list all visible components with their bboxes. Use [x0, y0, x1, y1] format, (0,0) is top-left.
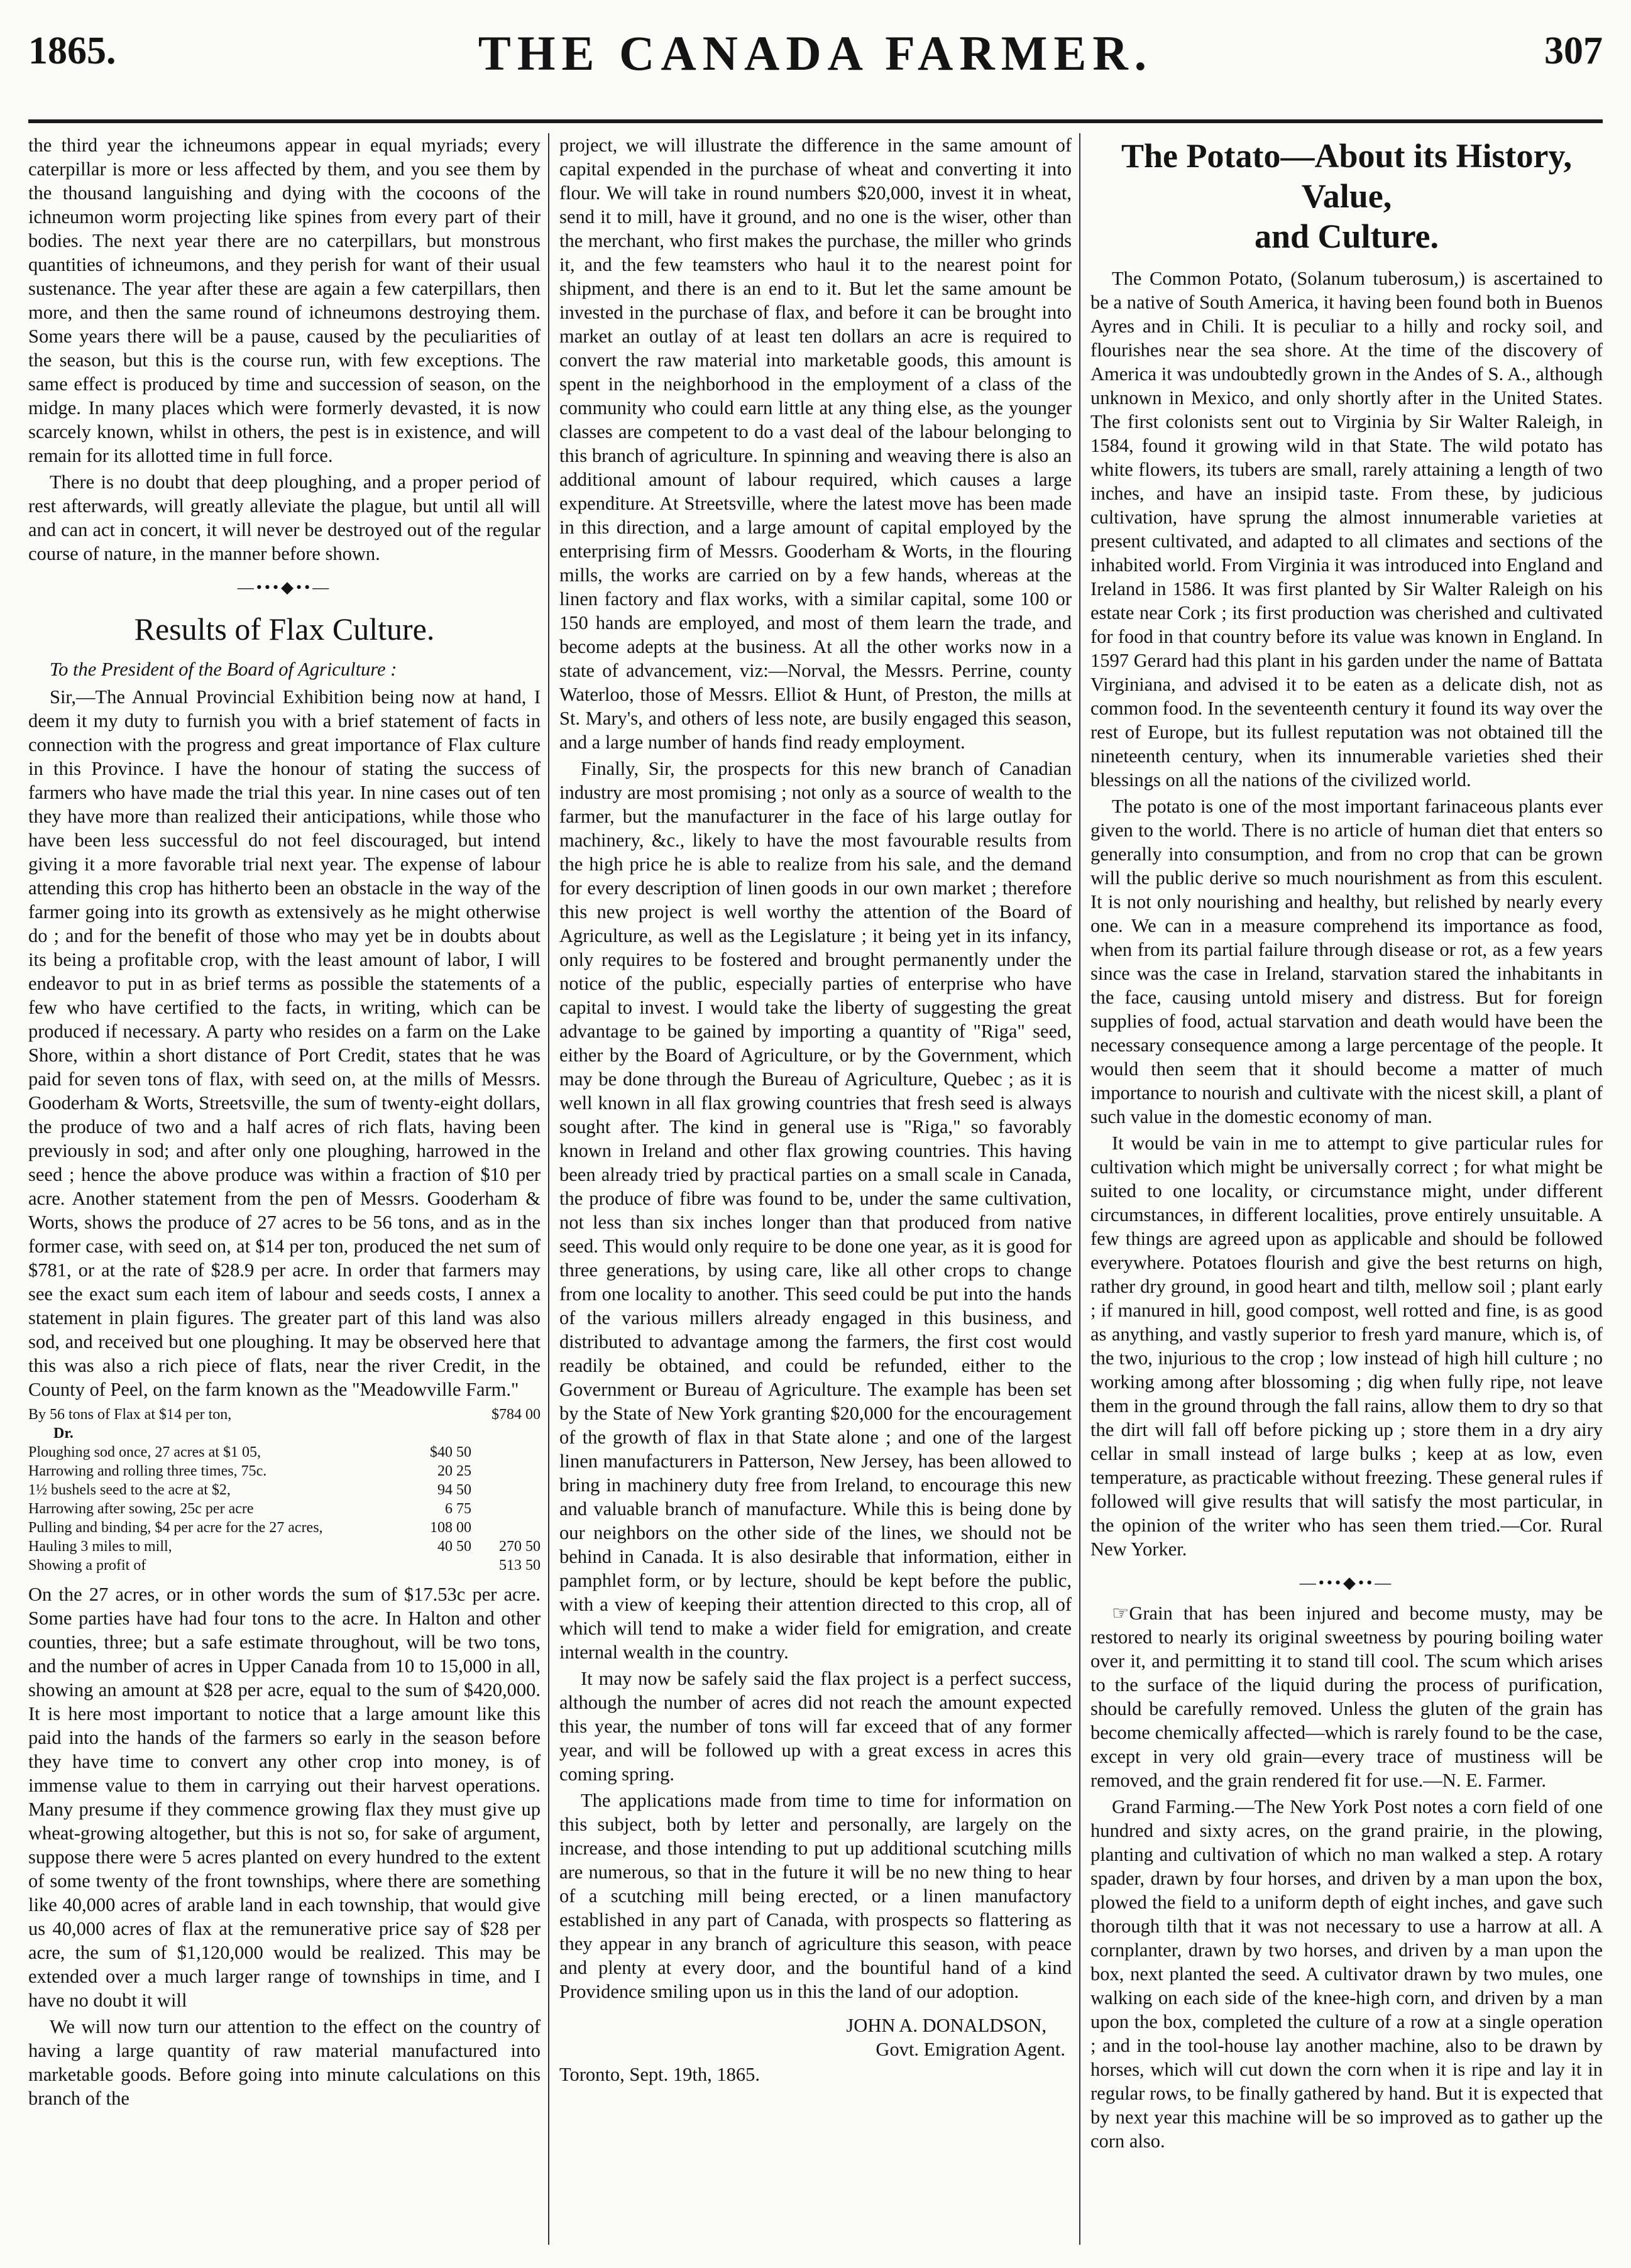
ledger-credit-desc: By 56 tons of Flax at $14 per ton,	[28, 1406, 232, 1423]
ledger-desc: Harrowing and rolling three times, 75c.	[28, 1463, 267, 1479]
ichneumon-paragraph: the third year the ichneumons appear in equal myriads; every caterpillar is more or less affected by them, and you see them by the thousand languishing and dying with the cocoons of the ichneumon worm projecting like spines from every part of their bodies. The next year there are no caterpillars, but monstrous quantities of ichneumons, and they perish for want of their usual sustenance. The year after these are again a few caterpillars, then more, and then the same round of ichneumons destroying them. Some years there will be a pause, caused by the peculiarities of the season, but this is the course run, with few exceptions. The same effect is produced by time and succession of season, on the midge. In many places which were formerly devasted, it is now scarcely known, whilst in others, the pest is in existence, and will remain for its allotted time in full force.	[28, 134, 541, 466]
ledger-row	[28, 1499, 541, 1518]
ledger-desc: Harrowing after sowing, 25c per acre	[28, 1501, 254, 1517]
ploughing-paragraph: There is no doubt that deep ploughing, and a proper period of rest afterwards, will greatly alleviate the plague, but until all will and can act in concert, it will never be destroyed out of the regular course of nature, in the manner before shown.	[28, 471, 541, 564]
ledger-row	[28, 1556, 541, 1575]
section-ornament: —•••◆••—	[1299, 1574, 1394, 1592]
column-3	[1090, 133, 1603, 2238]
ledger-total	[471, 1462, 541, 1481]
potato-culture-paragraph: It would be vain in me to attempt to give particular rules for cultivation which might be universally correct ; for what might be suited to one locality, or circumstance might, under different circumstances, in different localities, prove entirely unsuitable. A few things are agreed upon as applicable and should be followed everywhere. Potatoes flourish and give the best returns on high, rather dry ground, in good heart and tilth, mellow soil ; plant early ; if manured in hill, good compost, well rotted and fine, is as good as anything, and vastly superior to fresh yard manure, which is, of the two, injurious to the crop ; low instead of high hill culture ; no working among after blossoming ; dig when fully ripe, not leave them in the ground through the fall rains, allow them to dry so that the dirt will fall off before picking up ; store them in a dry airy cellar in small instead of large bulks ; keep at as low, even temperature, as practicable without freezing. These general rules if followed will give results that will satisfy the most particular, in the opinion of the writer who has seen them tried.—Cor. Rural New Yorker.	[1090, 1132, 1603, 1560]
issue-year: 1865.	[28, 30, 116, 72]
flax-success-paragraph: It may now be safely said the flax project is a perfect success, although the number of acres did not reach the amount expected this year, the number of tons will far exceed that of any former year, and will be followed up with a great excess in acres this coming spring.	[559, 1668, 1072, 1785]
ledger-amount	[415, 1556, 471, 1575]
flax-applications-paragraph: The applications made from time to time for information on this subject, both by letter and personally, are largely on the increase, and those intending to put up additional scutching mills are numerous, so that in the future it will be no new thing to hear of a scutching mill being erected, or a linen manufactory established in any part of Canada, with prospects so flattering as they appear in any branch of agriculture this season, with peace and plenty at every door, and the bountiful hand of a kind Providence smiling upon us in this the land of our adoption.	[559, 1790, 1072, 2002]
ledger-amount: $40 50	[430, 1444, 471, 1460]
letter-signature	[559, 2013, 1072, 2061]
flax-heading: Results of Flax Culture.	[134, 611, 435, 647]
ledger-debit-label: Dr.	[53, 1425, 74, 1442]
ledger-credit-row	[28, 1405, 541, 1424]
potato-history-paragraph: The Common Potato, (Solanum tuberosum,) is ascertained to be a native of South America, it having been found both in Buenos Ayres and in Chili. It is peculiar to a hilly and rocky soil, and flourishes near the sea shore. At the time of the discovery of America it was undoubtedly grown in the Andes of S. A., although unknown in Mexico, and only shortly after in the United States. The first colonists sent out to Virginia by Sir Walter Raleigh, in 1584, found it growing wild in that State. The wild potato has white flowers, its tubers are small, rarely attaining a length of two inches, and have an insipid taste. From these, by judicious cultivation, have sprung the almost innumerable varieties at present cultivated, and adapted to all climates and sections of the inhabited world. From Virginia it was introduced into England and Ireland in 1586. It was first planted by Sir Walter Raleigh on his estate near Cork ; its first production was cherished and cultivated for food in that country before its value was known in England. In 1597 Gerard had this plant in his garden under the name of Battata Virginiana, and advised it to be eaten as a delicate dish, not as common food. In the seventeenth century it found its way over the rest of Europe, but its fullest reputation was not obtained till the nineteenth century, when its innumerable varieties shed their blessings on all the nations of the civilized world.	[1090, 268, 1603, 791]
ledger-total: 270 50	[499, 1538, 541, 1555]
flax-ledger	[28, 1405, 541, 1575]
ledger-desc: Ploughing sod once, 27 acres at $1 05,	[28, 1444, 261, 1460]
column-1	[28, 133, 541, 2238]
ledger-amount: 94 50	[437, 1482, 471, 1498]
column-rule-1	[548, 133, 549, 2245]
masthead-rule	[28, 119, 1603, 123]
ledger-total	[471, 1518, 541, 1537]
potato-heading-line-2: and Culture.	[1254, 217, 1439, 255]
ledger-row	[28, 1443, 541, 1462]
letter-dateline: Toronto, Sept. 19th, 1865.	[559, 2064, 760, 2085]
flax-letter-paragraph: Sir,—The Annual Provincial Exhibition being now at hand, I deem it my duty to furnish you with a brief statement of facts in connection with the progress and great importance of Flax culture in this Province. I have the honour of stating the success of farmers who have made the trial this year. In nine cases out of ten they have more than realized their anticipations, while those who have been less successful do not feel discouraged, but intend giving it a more favorable trial next year. The expense of labour attending this crop has hitherto been an obstacle in the way of the farmer going into its growth as extensively as he might otherwise do ; and for the benefit of those who may yet be in doubts about its being a profitable crop, with the least amount of labor, I will endeavor to put in as brief terms as possible the statements of a few who have certified to the facts, in writing, which can be produced if necessary. A party who resides on a farm on the Lake Shore, within a short distance of Port Credit, states that he was paid for seven tons of flax, with seed on, at the mills of Messrs. Gooderham & Worts, Streetsville, the sum of twenty-eight dollars, the produce of two and a half acres of rich flats, having been previously in sod; and after only one ploughing, harrowed in the seed ; hence the above produce was within a fraction of $10 per acre. Another statement from the pen of Messrs. Gooderham & Worts, shows the produce of 27 acres to be 56 tons, and as in the former case, with seed on, at $14 per ton, produced the net sum of $781, or at the rate of $28.9 per acre. In order that farmers may see the exact sum each item of labour and seeds costs, I annex a statement in plain figures. The greater part of this land was also sod, and received but one ploughing. It may be observed here that this was also a rich piece of flats, near the river Credit, in the County of Peel, on the farm known as the "Meadowville Farm."	[28, 686, 541, 1400]
grand-farming-paragraph: Grand Farming.—The New York Post notes a corn field of one hundred and sixty acres, on the grand prairie, in the plowing, planting and cultivation of which no man walked a step. A rotary spader, drawn by four horses, and driven by a man upon the box, plowed the field to a uniform depth of eight inches, and gave such thorough tilth that it was not necessary to use a harrow at all. A cornplanter, drawn by two horses, and driven by a man upon the box, next planted the seed. A cultivator drawn by two mules, one walking on each side of the knee-high corn, and driven by a man upon the box, completed the culture of a row at a single operation ; and in the tool-house lay another machine, also to be drawn by horses, which will cut down the corn when it is ripe and lay it in regular rows, to be finally gathered by hand. But it is expected that by next year this machine will be so improved as to gather up the corn also.	[1090, 1796, 1603, 2152]
potato-importance-paragraph: The potato is one of the most important farinaceous plants ever given to the world. There is no article of human diet that enters so generally into consumption, and from no crop that can be grown will the public derive so much nourishment as from this esculent. It is not only nourishing and healthy, but relished by nearly every one. We can in a measure comprehend its importance as food, when from its partial failure through disease or rot, as a few years since was the case in Ireland, starvation stared the inhabitants in the face, causing untold misery and distress. But for foreign supplies of food, actual starvation and death would have been the necessary consequence among a large percentage of the people. It would then seem that it should become a matter of much importance to nourish and cultivate with the nicest skill, a plant of such value in the domestic economy of man.	[1090, 796, 1603, 1127]
section-ornament: —•••◆••—	[237, 578, 332, 596]
flax-capital-paragraph: project, we will illustrate the difference in the same amount of capital expended in the purchase of wheat and converting it into flour. We will take in round numbers $20,000, invest it in wheat, send it to mill, have it ground, and no one is the wiser, other than the merchant, who first makes the purchase, the miller who grinds it, and the few teamsters who haul it to the nearest point for shipment, and there is an end to it. But let the same amount be invested in the purchase of flax, and before it can be brought into market an outlay of at least ten dollars an acre is required to convert the raw material into marketable goods, this amount is spent in the neighborhood in the employment of a class of the community who could earn little at any thing else, as the younger classes are competent to do a vast deal of the labour belonging to this branch of agriculture. In spinning and weaving there is also an additional amount of labour required, which causes a large expenditure. At Streetsville, where the latest move has been made in this direction, and a large amount of capital employed by the enterprising firm of Messrs. Gooderham & Worts, in the flouring mills, the works are carried on by a few hands, whereas at the linen factory and flax works, with a similar capital, some 100 or 150 hands are employed, and most of them learn the trade, and become adepts at the business. At all the other works now in a state of advancement, viz:—Norval, the Messrs. Perrine, county Waterloo, those of Messrs. Elliot & Hunt, of Preston, the mills at St. Mary's, and others of less note, are busily engaged this season, and a large number of hands find ready employment.	[559, 134, 1072, 753]
ledger-row	[28, 1462, 541, 1481]
ledger-credit-amount: $784 00	[491, 1406, 541, 1423]
flax-manufacture-paragraph: We will now turn our attention to the effect on the country of having a large quantity of raw material manufactured into marketable goods. Before going into minute calculations on this branch of the	[28, 2016, 541, 2109]
ledger-total	[471, 1481, 541, 1499]
letter-address: To the President of the Board of Agriculture :	[50, 659, 397, 680]
page-number: 307	[1544, 30, 1603, 72]
ledger-row	[28, 1537, 541, 1556]
ledger-desc: Showing a profit of	[28, 1557, 146, 1574]
ledger-total: 513 50	[499, 1557, 541, 1574]
masthead	[28, 18, 1603, 118]
column-rule-2	[1079, 133, 1080, 2245]
ledger-desc: Pulling and binding, $4 per acre for the 27 acres,	[28, 1520, 323, 1536]
column-2	[559, 133, 1072, 2238]
signatory-name: JOHN A. DONALDSON,	[846, 2015, 1046, 2036]
ledger-amount: 20 25	[437, 1463, 471, 1479]
ledger-amount: 40 50	[437, 1538, 471, 1555]
ledger-row	[28, 1518, 541, 1537]
ledger-total	[471, 1499, 541, 1518]
musty-grain-paragraph: ☞Grain that has been injured and become musty, may be restored to nearly its original sweetness by pouring boiling water over it, and permitting it to stand till cool. The scum which arises to the surface of the liquid during the process of purification, should be carefully removed. Unless the gluten of the grain has become chemically affected—which is rarely found to be the case, except in very old grain—every trace of mustiness will be removed, and the grain rendered fit for use.—N. E. Farmer.	[1090, 1602, 1603, 1791]
ledger-row	[28, 1481, 541, 1499]
flax-prospects-paragraph: Finally, Sir, the prospects for this new branch of Canadian industry are most promising ; not only as a source of wealth to the farmer, but the manufacturer in the face of his large outlay for machinery, &c., likely to have the most favourable results from the high price he is able to realize from his sale, and the demand for every description of linen goods in our own market ; therefore this new project is well worthy the attention of the Board of Agriculture, as well as the Legislature ; it being yet in its infancy, only requires to be fostered and brought permanently under the notice of the public, especially parties of enterprise who have capital to invest. I would take the liberty of suggesting the great advantage to be gained by importing a quantity of "Riga" seed, either by the Board of Agriculture, or by the Government, which may be done through the Bureau of Agriculture, Quebec ; as it is well known in all flax growing countries that fresh seed is always sought after. The kind in general use is "Riga," so favorably known in Ireland and other flax growing countries. This having been already tried by practical parties on a small scale in Canada, the produce of fibre was found to be, under the same cultivation, not less than six inches longer than that produced from native seed. This would only require to be done one year, as it is good for three generations, by using care, like all other crops to change from one locality to another. This seed could be put into the hands of the various millers already engaged in this business, and distributed to advantage among the farmers, the first cost would readily be obtained, and could be refunded, either to the Government or Bureau of Agriculture. The example has been set by the State of New York granting $20,000 for the encouragement of the growth of flax in that State alone ; and one of the largest linen manufacturers in Patterson, New Jersey, has been allowed to bring in machinery duty free from Ireland, to encourage this new and valuable branch of manufacture. While this is being done by our neighbors on the other side of the lines, we should not be behind in Canada. It is also desirable that information, either in pamphlet form, or by lecture, should be kept before the public, with a view of keeping their attention directed to this crop, all of which will tend to make a wider field for emigration, and create internal wealth in the country.	[559, 758, 1072, 1663]
ledger-amount: 6 75	[445, 1501, 471, 1517]
ledger-desc: Hauling 3 miles to mill,	[28, 1538, 172, 1555]
ledger-amount: 108 00	[430, 1520, 471, 1536]
potato-heading-line-1: The Potato—About its History, Value,	[1121, 137, 1572, 215]
signatory-role: Govt. Emigration Agent.	[876, 2039, 1065, 2060]
ledger-desc: 1½ bushels seed to the acre at $2,	[28, 1482, 231, 1498]
flax-profit-paragraph: On the 27 acres, or in other words the sum of $17.53c per acre. Some parties have had four tons to the acre. In Halton and other counties, three; but a safe estimate throughout, will be two tons, and the number of acres in Upper Canada from 10 to 15,000 in all, showing an amount at $28 per acre, equal to the sum of $420,000. It is here most important to notice that a large amount like this paid into the hands of the farmers so early in the season before they have time to convert any other crop into money, is of immense value to them in carrying out their harvest operations. Many presume if they commence growing flax they must give up wheat-growing altogether, but this is not so, for sake of argument, suppose there were 5 acres planted on every hundred to the extent of some twenty of the front townships, where there are something like 40,000 acres of arable land in each township, that would give us 40,000 acres of flax at the remunerative price say of $28 per acre, the sum of $1,120,000 would be realized. This may be extended over a much larger range of townships in time, and I have no doubt it will	[28, 1584, 541, 2011]
newspaper-title: THE CANADA FARMER.	[478, 26, 1153, 80]
potato-heading	[1090, 136, 1603, 256]
ledger-total	[471, 1443, 541, 1462]
